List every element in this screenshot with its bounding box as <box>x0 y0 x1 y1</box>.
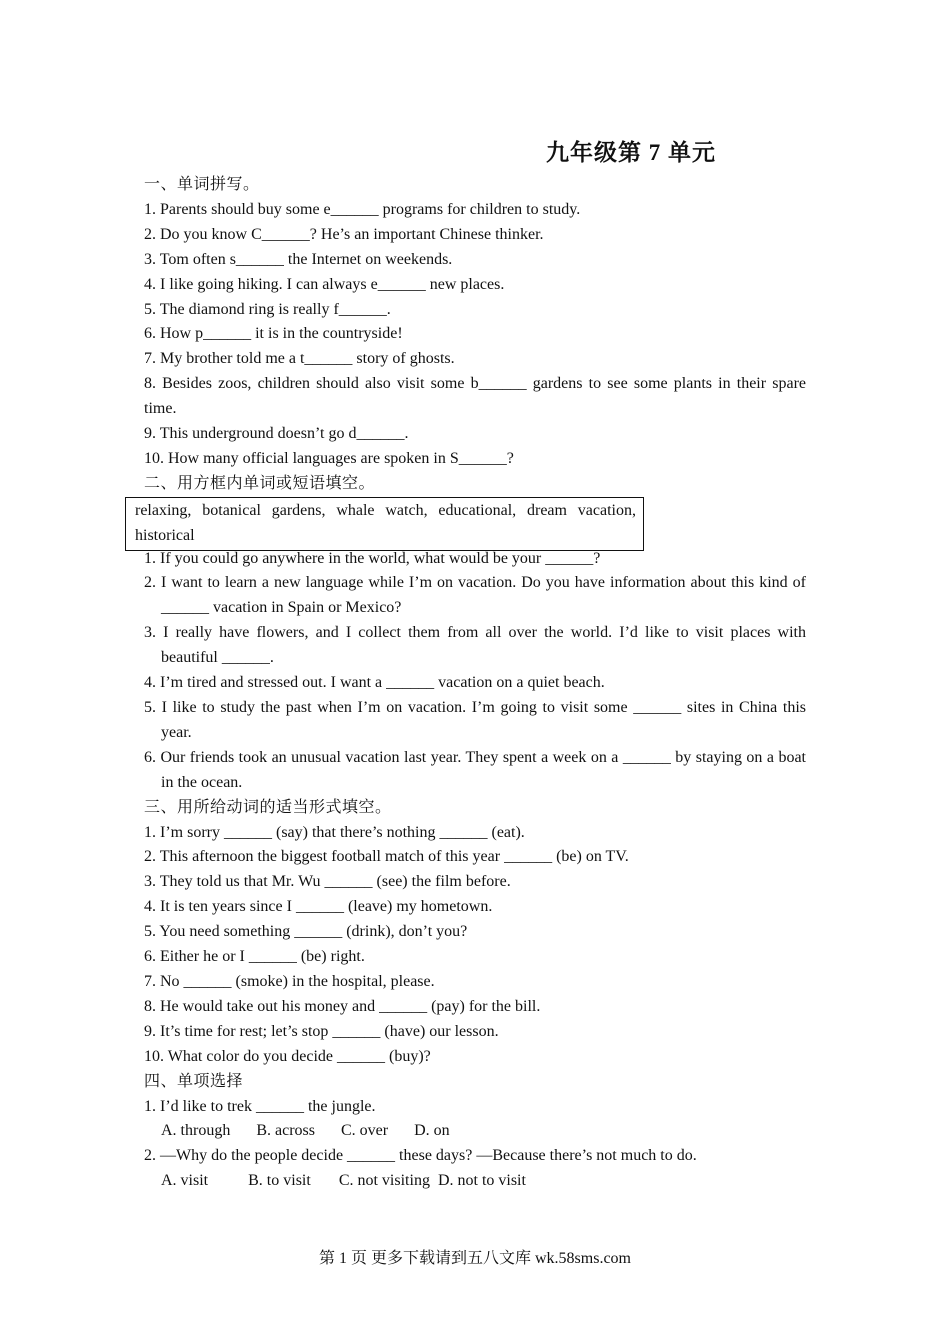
s1-item-8: 8. Besides zoos, children should also visit some b______ gardens to see some plants in their spare time. <box>144 375 806 418</box>
s1-item-5: 5. The diamond ring is really f______. <box>144 300 391 318</box>
s3-item-5: 5. You need something ______ (drink), don’t you? <box>144 923 468 941</box>
worksheet-body <box>144 173 806 1194</box>
s4-q1-option-d: D. on <box>414 1122 450 1140</box>
s2-item-5: 5. I like to study the past when I’m on vacation. I’m going to visit some ______ sites in China this year. <box>144 699 806 741</box>
s2-item-6: 6. Our friends took an unusual vacation last year. They spent a week on a ______ by staying on a boat in the ocean. <box>144 748 806 791</box>
s1-item-3: 3. Tom often s______ the Internet on weekends. <box>144 250 453 268</box>
s1-item-6: 6. How p______ it is in the countryside! <box>144 325 403 343</box>
s2-item-3: 3. I really have flowers, and I collect them from all over the world. I’d like to visit places with beautiful ______. <box>144 624 806 667</box>
section3-heading: 三、用所给动词的适当形式填空。 <box>144 798 392 816</box>
word-box: relaxing, botanical gardens, whale watch, educational, dream vacation, historical <box>125 497 644 551</box>
page-title: 九年级第 7 单元 <box>546 140 716 165</box>
s3-item-6: 6. Either he or I ______ (be) right. <box>144 948 365 966</box>
s4-q1-option-b: B. across <box>256 1122 315 1140</box>
page-footer: 第 1 页 更多下载请到五八文库 wk.58sms.com <box>318 1250 631 1267</box>
s4-q1-option-a: A. through <box>161 1122 231 1140</box>
s3-item-8: 8. He would take out his money and ______ (pay) for the bill. <box>144 997 541 1015</box>
s2-item-1: 1. If you could go anywhere in the world, what would be your ______? <box>144 549 601 567</box>
s4-q2-stem: 2. —Why do the people decide ______ these days? —Because there’s not much to do. <box>144 1147 697 1165</box>
s4-q2-option-c: C. not visiting <box>338 1172 430 1190</box>
s1-item-4: 4. I like going hiking. I can always e______ new places. <box>144 275 505 293</box>
s4-q1-option-c: C. over <box>340 1122 389 1140</box>
s1-item-9: 9. This underground doesn’t go d______. <box>144 425 409 443</box>
s1-item-10: 10. How many official languages are spoken in S______? <box>144 449 514 467</box>
s4-q2-option-d: D. not to visit <box>437 1172 526 1190</box>
s4-q2-option-a: A. visit <box>161 1172 209 1190</box>
section4-heading: 四、单项选择 <box>144 1072 244 1090</box>
s3-item-4: 4. It is ten years since I ______ (leave) my hometown. <box>144 898 493 916</box>
s3-item-1: 1. I’m sorry ______ (say) that there’s nothing ______ (eat). <box>144 823 525 841</box>
s4-q1-stem: 1. I’d like to trek ______ the jungle. <box>144 1097 376 1115</box>
s3-item-2: 2. This afternoon the biggest football match of this year ______ (be) on TV. <box>144 848 629 866</box>
section1-heading: 一、单词拼写。 <box>144 176 260 193</box>
s4-q2-options <box>144 1169 806 1194</box>
s3-item-3: 3. They told us that Mr. Wu ______ (see) the film before. <box>144 873 511 891</box>
s4-q2-option-b: B. to visit <box>248 1172 311 1190</box>
s1-item-1: 1. Parents should buy some e______ programs for children to study. <box>144 200 581 218</box>
s4-q1-options <box>144 1119 806 1144</box>
section2-heading: 二、用方框内单词或短语填空。 <box>144 474 376 492</box>
s2-item-4: 4. I’m tired and stressed out. I want a ______ vacation on a quiet beach. <box>144 674 605 692</box>
s3-item-9: 9. It’s time for rest; let’s stop ______ (have) our lesson. <box>144 1022 499 1040</box>
s2-item-2: 2. I want to learn a new language while I’m on vacation. Do you have information about this kind of ______ vacation in Spain or Mexico? <box>144 574 806 617</box>
s3-item-10: 10. What color do you decide ______ (buy)? <box>144 1047 431 1065</box>
s1-item-2: 2. Do you know C______? He’s an important Chinese thinker. <box>144 225 544 243</box>
s1-item-7: 7. My brother told me a t______ story of ghosts. <box>144 350 455 368</box>
s3-item-7: 7. No ______ (smoke) in the hospital, please. <box>144 972 435 990</box>
